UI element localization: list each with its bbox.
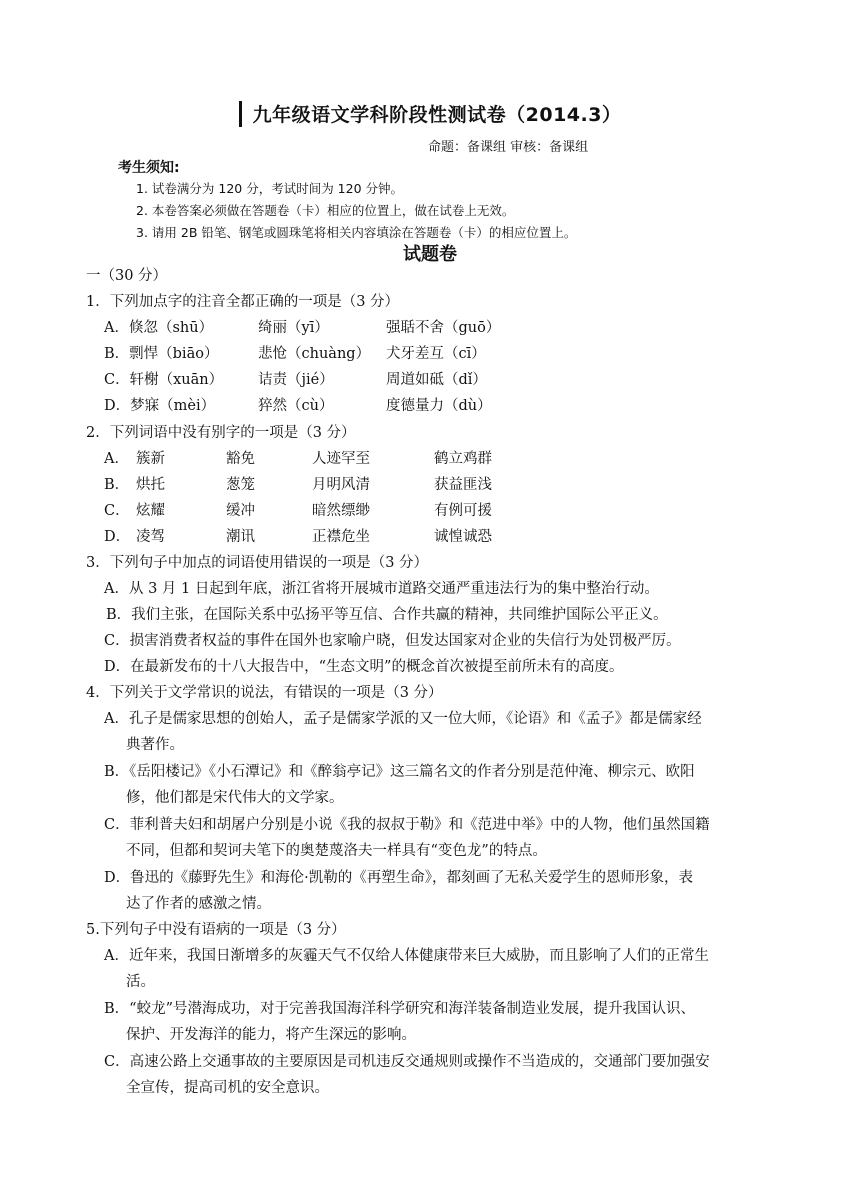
q2-cell: 簇新 [136,451,165,467]
q2-cell: 人迹罕至 [312,451,370,467]
q1-cell: 度德量力（dù） [386,398,492,414]
q4-option-b: B．《岳阳楼记》《小石潭记》和《醉翁亭记》这三篇名文的作者分别是范仲淹、柳宗元、欧阳 [104,764,695,780]
q1-cell: D．梦寐（mèi） [104,398,216,414]
q3-option-d: D．在最新发布的十八大报告中，“生态文明”的概念首次被提至前所未有的高度。 [104,659,624,675]
notice-item: 1. 试卷满分为 120 分，考试时间为 120 分钟。 [136,181,404,196]
question-5-stem: 5.下列句子中没有语病的一项是（3 分） [86,922,346,938]
q2-cell: 月明风清 [312,477,370,493]
q2-cell: 鹤立鸡群 [434,451,492,467]
title-bar [239,101,242,127]
question-2-stem: 2．下列词语中没有别字的一项是（3 分） [86,425,356,441]
title-row [0,100,860,127]
q1-cell: 悲怆（chuàng） [258,346,371,362]
q3-option-c: C．损害消费者权益的事件在国外也家喻户晓，但发达国家对企业的失信行为处罚极严厉。 [104,633,681,649]
q3-option-b: B．我们主张，在国际关系中弘扬平等互信、合作共赢的精神，共同维护国际公平正义。 [106,607,668,623]
q4-option-d: D．鲁迅的《藤野先生》和海伦·凯勒的《再塑生命》，都刻画了无私关爱学生的恩师形象，表 [104,870,693,886]
question-1-stem: 1．下列加点字的注音全都正确的一项是（3 分） [86,294,400,310]
q2-cell: 凌驾 [136,529,165,545]
exam-title: 九年级语文学科阶段性测试卷（2014.3） [252,104,622,126]
q2-letter: C． [104,503,130,519]
q2-cell: 豁免 [226,451,255,467]
q2-cell: 有例可援 [434,503,492,519]
q1-cell: B．剽悍（biāo） [104,346,219,362]
q4-option-c: C．菲利普夫妇和胡屠户分别是小说《我的叔叔于勒》和《范进中举》中的人物，他们虽然国籍 [104,817,710,833]
q1-cell: A．倏忽（shū） [104,320,214,336]
notice-item: 2. 本卷答案必须做在答题卷（卡）相应的位置上，做在试卷上无效。 [136,203,515,218]
q4-option-d-cont: 达了作者的感激之情。 [126,896,271,912]
q1-cell: 犬牙差互（cī） [386,346,486,362]
q2-cell: 缓冲 [226,503,255,519]
q2-cell: 获益匪浅 [434,477,492,493]
q2-cell: 暗然缥缈 [312,503,370,519]
q3-option-a: A．从 3 月 1 日起到年底，浙江省将开展城市道路交通严重违法行为的集中整治行动。 [104,581,659,597]
q4-option-a-cont: 典著作。 [126,737,184,753]
q2-cell: 诚惶诚恐 [434,529,492,545]
q5-option-b-cont: 保护、开发海洋的能力，将产生深远的影响。 [126,1027,416,1043]
question-4-stem: 4．下列关于文学常识的说法，有错误的一项是（3 分） [86,685,443,701]
q1-cell: 绮丽（yī） [258,320,329,336]
q1-cell: 强聒不舍（guō） [386,320,501,336]
q4-option-c-cont: 不同，但都和契诃夫笔下的奥楚蔑洛夫一样具有“变色龙”的特点。 [126,843,547,859]
q2-cell: 正襟危坐 [312,529,370,545]
q1-cell: 猝然（cù） [258,398,334,414]
q2-letter: D． [104,529,131,545]
q2-cell: 炫耀 [136,503,165,519]
q2-letter: A． [104,451,129,467]
q4-option-a: A．孔子是儒家思想的创始人，孟子是儒家学派的又一位大师，《论语》和《孟子》都是儒家经 [104,711,702,727]
paper-title: 试题卷 [403,244,457,265]
q2-cell: 潮讯 [226,529,255,545]
notice-item: 3. 请用 2B 铅笔、钢笔或圆珠笔将相关内容填涂在答题卷（卡）的相应位置上。 [136,225,577,240]
section-heading: 一（30 分） [86,268,168,284]
q2-letter: B． [104,477,130,493]
q2-cell: 葱笼 [226,477,255,493]
notice-heading: 考生须知: [118,160,180,176]
setters-line: 命题：备课组 审核：备课组 [428,140,589,155]
q5-option-a: A．近年来，我国日渐增多的灰霾天气不仅给人体健康带来巨大威胁，而且影响了人们的正常生 [104,948,709,964]
q5-option-c-cont: 全宣传，提高司机的安全意识。 [126,1080,329,1096]
q1-cell: 诘责（jié） [258,372,334,388]
q1-cell: C．轩榭（xuān） [104,372,224,388]
q2-cell: 烘托 [136,477,165,493]
question-3-stem: 3．下列句子中加点的词语使用错误的一项是（3 分） [86,555,429,571]
q5-option-c: C．高速公路上交通事故的主要原因是司机违反交通规则或操作不当造成的，交通部门要加强安 [104,1054,710,1070]
q5-option-a-cont: 活。 [126,974,155,990]
q1-cell: 周道如砥（dǐ） [386,372,487,388]
q4-option-b-cont: 修，他们都是宋代伟大的文学家。 [126,790,344,806]
q5-option-b: B．“蛟龙”号潜海成功，对于完善我国海洋科学研究和海洋装备制造业发展，提升我国认识、 [104,1001,695,1017]
